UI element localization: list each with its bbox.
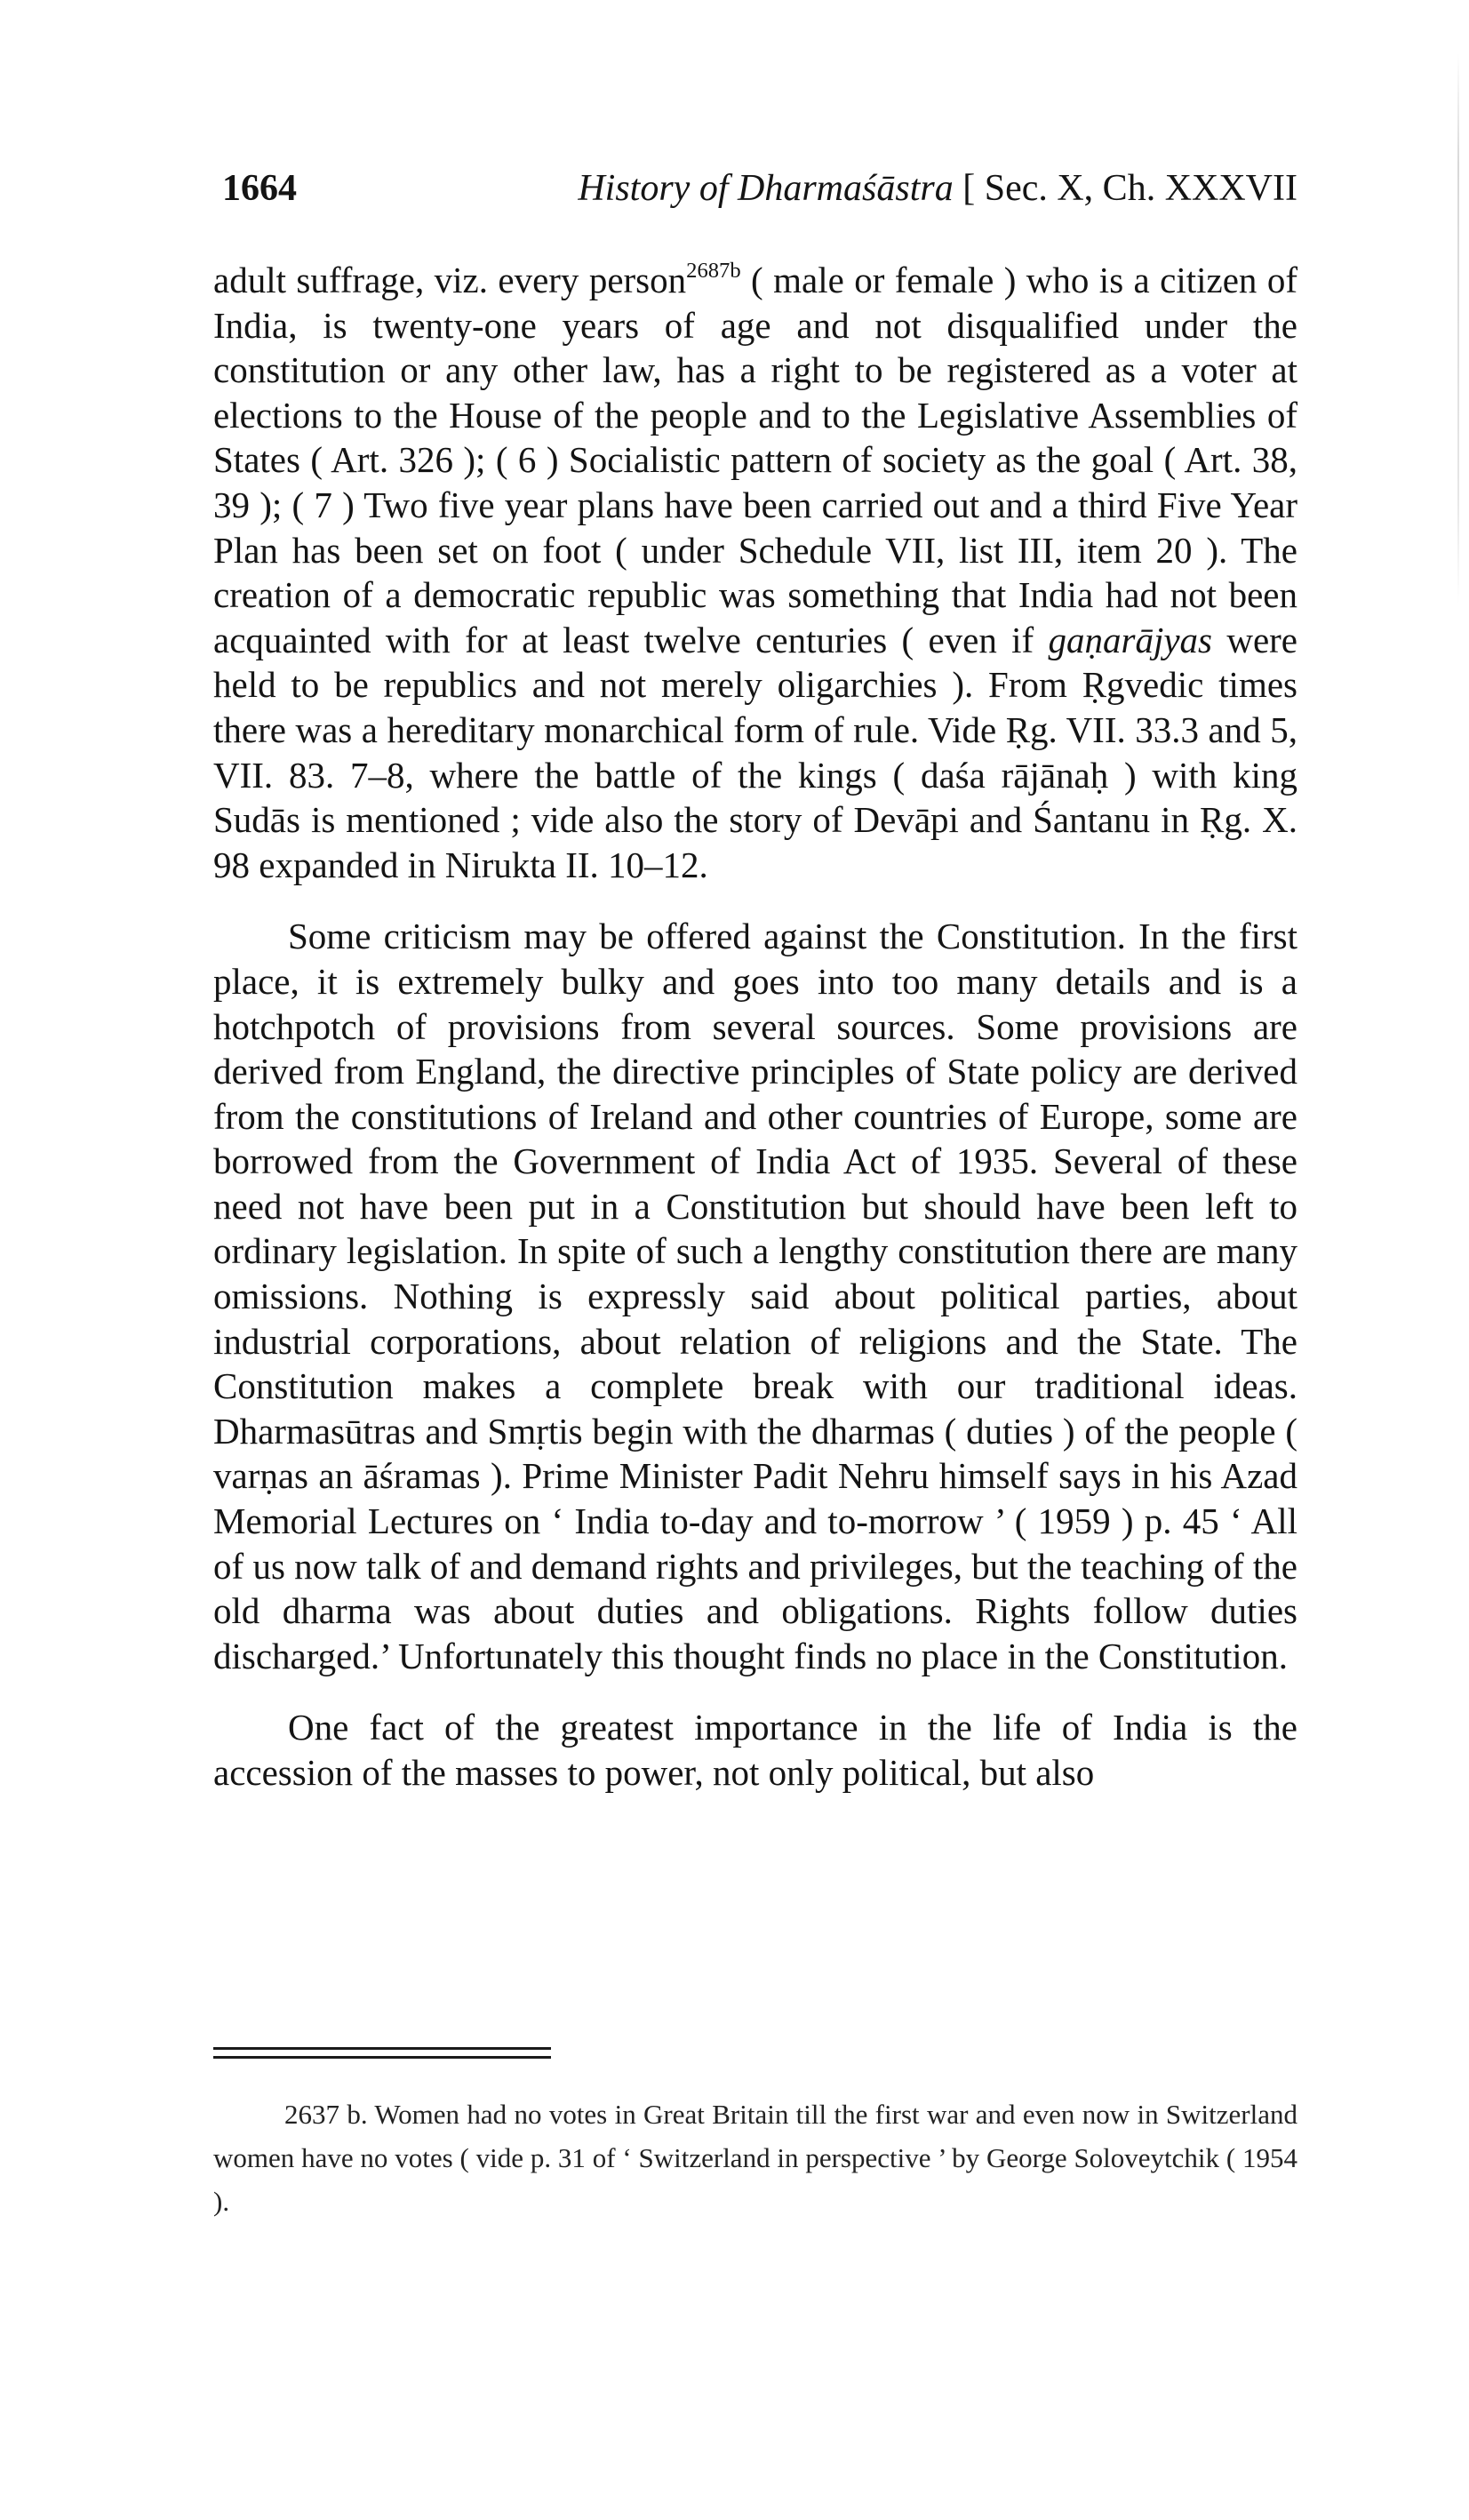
- paragraph-3: One fact of the greatest importance in the life of India is the accession of the masses to power, not only political, but also: [213, 1707, 1297, 1793]
- paragraph-2: Some criticism may be offered against the Constitution. In the first place, it is extremely bulky and goes into too many details and is a hotchpotch of provisions from several sources. Some provisions are derived from England, the directive principles of State policy are derived from the constitutions of Ireland and other countries of Europe, some are borrowed from the Government of India Act of 1935. Several of these need not have been put in a Constitution but should have been left to ordinary legislation. In spite of such a lengthy constitution there are many omissions. Nothing is expressly said about political parties, about industrial corporations, about relation of religions and the State. The Constitution makes a complete break with our traditional ideas. Dharmasūtras and Smṛtis begin with the dharmas ( duties ) of the people ( varṇas an āśramas ). Prime Minister Padit Nehru himself says in his Azad Memorial Lectures on ‘ India to-day and to-morrow ’ ( 1959 ) p. 45 ‘ All of us now talk of and demand rights and privileges, but the teaching of the old dharma was about duties and obligations. Rights follow duties discharged.’ Unfortunately this thought finds no place in the Constitution.: [213, 916, 1297, 1676]
- page-number: 1664: [222, 168, 297, 209]
- paragraph-1-end: were held to be republics and not merely oligarchies ). From Ṛgvedic times there was a hereditary monarchical form of rule. Vide Ṛg. VII. 33.3 and 5, VII. 83. 7–8, where the battle of the kings ( daśa rājānaḥ ) with king Sudās is mentioned ; vide also the story of Devāpi and Śantanu in Ṛg. X. 98 expanded in Nirukta II. 10–12.: [213, 619, 1297, 885]
- running-title: History of Dharmaśāstra: [578, 168, 954, 209]
- scan-edge-shadow: [1457, 53, 1459, 604]
- footnote-reference: 2687b: [686, 258, 741, 283]
- paragraph-1-middle: ( male or female ) who is a citizen of India, is twenty-one years of age and not disqualified under the constitution or any other law, has a right to be registered as a voter at elections to the House of the people and to the Legislative Assemblies of States ( Art. 326 ); ( 6 ) Socialistic pattern of society as the goal ( Art. 38, 39 ); ( 7 ) Two five year plans have been carried out and a third Five Year Plan has been set on foot ( under Schedule VII, list III, item 20 ). The creation of a democratic republic was something that India had not been acquainted with for at least twelve centuries ( even if: [213, 260, 1297, 660]
- running-head: [578, 167, 1297, 210]
- page-header: [222, 167, 1297, 220]
- paragraph-1: [213, 258, 1297, 887]
- main-text: [213, 258, 1297, 1822]
- footnote: [213, 2092, 1297, 2223]
- italic-term: gaṇarājyas: [1048, 619, 1213, 660]
- footnote-text: Women had no votes in Great Britain till the first war and even now in Switzerland women have no votes ( vide p. 31 of ‘ Switzerland in perspective ’ by George Soloveytchik ( 1954 ).: [213, 2099, 1297, 2217]
- footnote-rule-top: [213, 2047, 551, 2050]
- footnote-rule-bottom: [213, 2056, 551, 2059]
- paragraph-1-start: adult suffrage, viz. every person: [213, 260, 687, 300]
- running-section: [ Sec. X, Ch. XXXVII: [962, 168, 1297, 209]
- footnote-number: 2637 b.: [284, 2099, 368, 2130]
- footnote-separator: [213, 2047, 551, 2060]
